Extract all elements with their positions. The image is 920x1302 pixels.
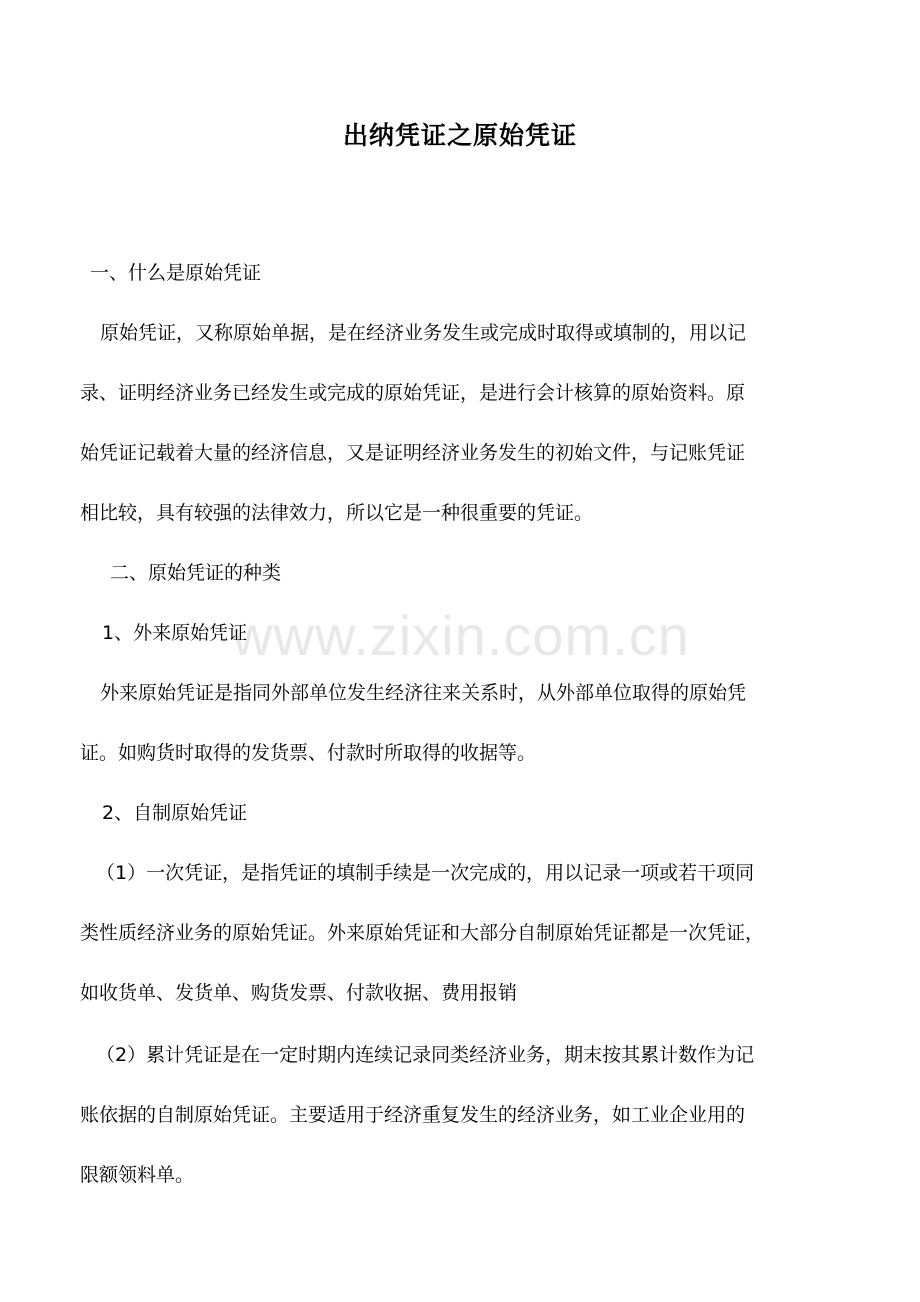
paragraph-line: （1）一次凭证，是指凭证的填制手续是一次完成的，用以记录一项或若干项同: [96, 862, 755, 884]
watermark-text: www.zixin.com.cn: [232, 604, 690, 667]
section-heading-2: 二、原始凭证的种类: [110, 562, 282, 584]
paragraph-line: 账依据的自制原始凭证。主要适用于经济重复发生的经济业务，如工业企业用的: [80, 1104, 746, 1126]
paragraph-line: 录、证明经济业务已经发生或完成的原始凭证，是进行会计核算的原始资料。原: [80, 382, 746, 404]
subheading-2: 2、自制原始凭证: [102, 802, 248, 824]
page-title: 出纳凭证之原始凭证: [342, 121, 577, 150]
paragraph-line: 限额领料单。: [80, 1164, 195, 1186]
subheading-1: 1、外来原始凭证: [102, 622, 248, 644]
paragraph-line: 类性质经济业务的原始凭证。外来原始凭证和大部分自制原始凭证都是一次凭证，: [80, 922, 765, 944]
paragraph-line: 外来原始凭证是指同外部单位发生经济往来关系时，从外部单位取得的原始凭: [100, 682, 747, 704]
paragraph-line: 如收货单、发货单、购货发票、付款收据、费用报销: [80, 982, 518, 1004]
paragraph-line: 相比较，具有较强的法律效力，所以它是一种很重要的凭证。: [80, 502, 594, 524]
paragraph-line: （2）累计凭证是在一定时期内连续记录同类经济业务，期末按其累计数作为记: [96, 1044, 755, 1066]
section-heading-1: 一、什么是原始凭证: [90, 262, 262, 284]
paragraph-line: 原始凭证，又称原始单据，是在经济业务发生或完成时取得或填制的，用以记: [100, 322, 747, 344]
paragraph-line: 证。如购货时取得的发货票、付款时所取得的收据等。: [80, 742, 537, 764]
paragraph-line: 始凭证记载着大量的经济信息，又是证明经济业务发生的初始文件，与记账凭证: [80, 442, 746, 464]
